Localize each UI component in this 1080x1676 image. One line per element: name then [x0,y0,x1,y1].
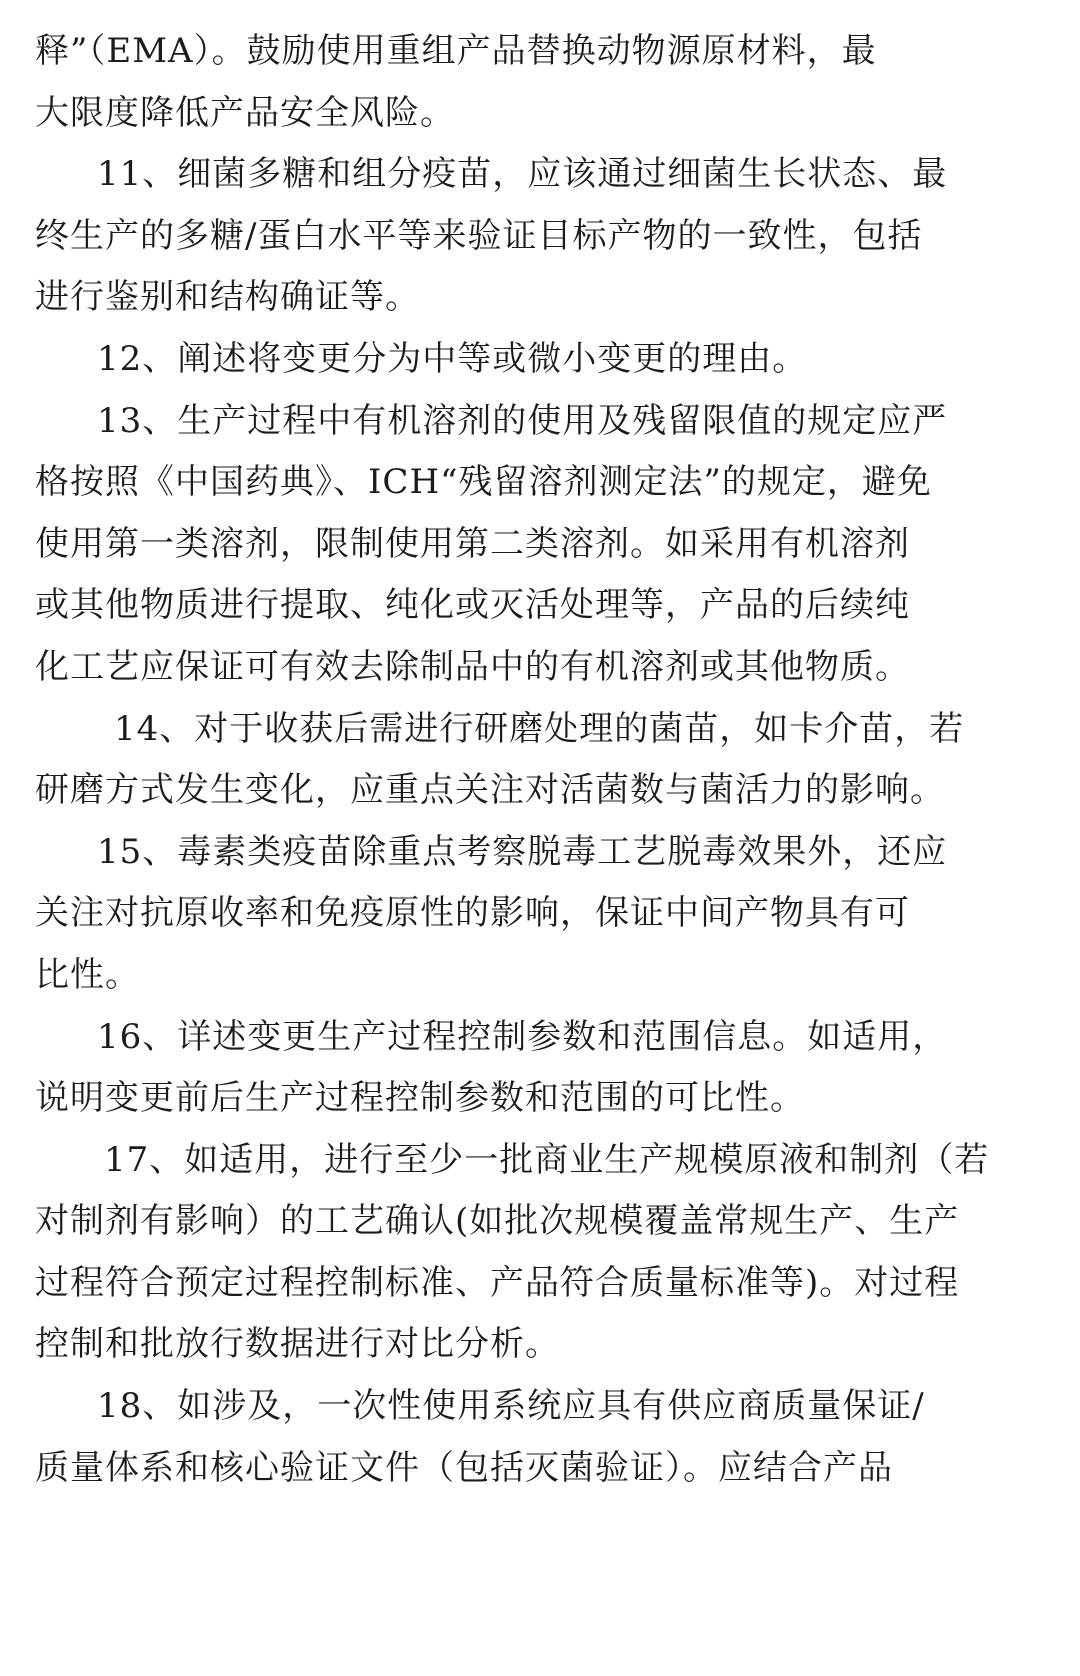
paragraph-line: 对制剂有影响）的工艺确认(如批次规模覆盖常规生产、生产 [35,1201,960,1242]
paragraph-line: 15、毒素类疫苗除重点考察脱毒工艺脱毒效果外，还应 [97,831,948,872]
paragraph-17 [0,1130,1080,1376]
paragraph-line: 研磨方式发生变化，应重点关注对活菌数与菌活力的影响。 [35,770,945,811]
paragraph-line: 化工艺应保证可有效去除制品中的有机溶剂或其他物质。 [35,646,910,687]
paragraph-line: 控制和批放行数据进行对比分析。 [35,1324,560,1365]
paragraph-line: 质量体系和核心验证文件（包括灭菌验证）。应结合产品 [35,1447,893,1488]
document-page [0,21,1080,1499]
paragraph-13 [0,391,1080,699]
paragraph-line: 或其他物质进行提取、纯化或灭活处理等，产品的后续纯 [35,585,910,626]
paragraph-line: 关注对抗原收率和免疫原性的影响，保证中间产物具有可 [35,893,910,934]
paragraph-line: 13、生产过程中有机溶剂的使用及残留限值的规定应严 [97,400,948,441]
paragraph-line: 比性。 [35,954,140,995]
paragraph-line: 18、如涉及，一次性使用系统应具有供应商质量保证/ [97,1386,925,1427]
paragraph-11 [0,144,1080,329]
paragraph-line: 进行鉴别和结构确证等。 [35,277,420,318]
paragraph-18 [0,1376,1080,1499]
paragraph-line: 11、细菌多糖和组分疫苗，应该通过细菌生长状态、最 [97,154,948,195]
paragraph-line: 14、对于收获后需进行研磨处理的菌苗，如卡介苗，若 [114,708,965,749]
paragraph-14 [0,699,1080,822]
paragraph-continuation [0,21,1080,144]
paragraph-line: 使用第一类溶剂，限制使用第二类溶剂。如采用有机溶剂 [35,523,910,564]
paragraph-line: 12、阐述将变更分为中等或微小变更的理由。 [97,338,808,379]
paragraph-16 [0,1007,1080,1130]
paragraph-line: 终生产的多糖/蛋白水平等来验证目标产物的一致性，包括 [35,215,923,256]
paragraph-line: 17、如适用，进行至少一批商业生产规模原液和制剂（若 [104,1139,990,1180]
paragraph-12 [0,329,1080,391]
paragraph-line: 格按照《中国药典》、ICH“残留溶剂测定法”的规定，避免 [35,462,932,503]
paragraph-line: 大限度降低产品安全风险。 [35,92,455,133]
paragraph-line: 过程符合预定过程控制标准、产品符合质量标准等)。对过程 [35,1262,960,1303]
paragraph-line: 说明变更前后生产过程控制参数和范围的可比性。 [35,1078,805,1119]
paragraph-line: 16、详述变更生产过程控制参数和范围信息。如适用， [97,1016,948,1057]
paragraph-line: 释”（EMA）。鼓励使用重组产品替换动物源原材料，最 [35,31,877,71]
paragraph-15 [0,822,1080,1007]
